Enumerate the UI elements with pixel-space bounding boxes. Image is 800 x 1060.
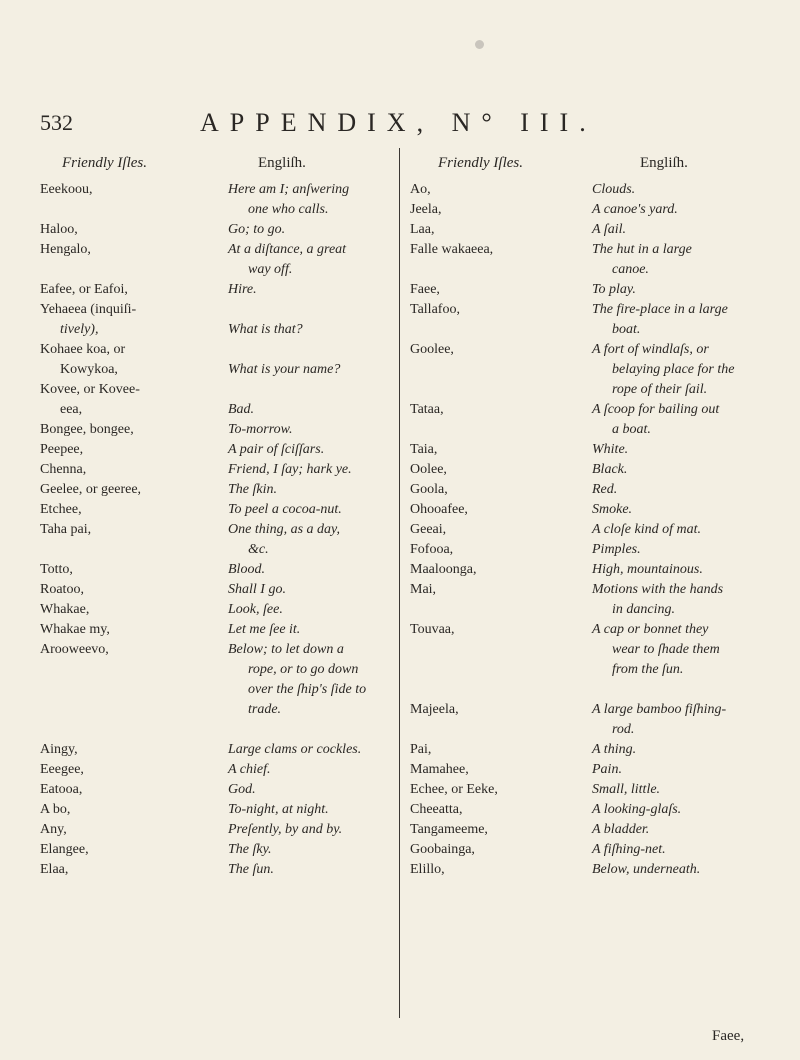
native-word: Taia, <box>410 442 438 457</box>
native-word: Geeai, <box>410 522 447 537</box>
native-word: Tangameeme, <box>410 822 488 837</box>
native-word-cont: tively), <box>60 322 99 337</box>
native-word: Aingy, <box>40 742 78 757</box>
english-meaning-cont: a boat. <box>612 422 651 437</box>
native-word: Taha pai, <box>40 522 92 537</box>
native-word: Kohaee koa, or <box>40 342 126 357</box>
english-meaning: Red. <box>592 482 618 497</box>
english-meaning-cont: boat. <box>612 322 641 337</box>
native-word: Mamahee, <box>410 762 469 777</box>
english-meaning: To play. <box>592 282 636 297</box>
native-word: Hengalo, <box>40 242 91 257</box>
native-word: Elangee, <box>40 842 89 857</box>
page-header <box>0 108 800 148</box>
native-word: Kovee, or Kovee- <box>40 382 140 397</box>
native-word-cont: Kowykoa, <box>60 362 118 377</box>
native-word: Majeela, <box>410 702 459 717</box>
english-meaning: Below, underneath. <box>592 862 701 877</box>
native-word: Ao, <box>410 182 431 197</box>
native-word: Whakae my, <box>40 622 110 637</box>
column-divider <box>399 148 400 1018</box>
english-meaning: Small, little. <box>592 782 661 797</box>
english-meaning-cont: way off. <box>248 262 293 277</box>
running-title: APPENDIX, N° III. <box>200 108 597 137</box>
left-english-heading: Engliſh. <box>258 155 306 171</box>
english-meaning-cont: from the ſun. <box>612 662 684 677</box>
english-meaning: White. <box>592 442 629 457</box>
english-meaning-cont: one who calls. <box>248 202 329 217</box>
english-meaning-cont: in dancing. <box>612 602 675 617</box>
ink-spot <box>475 40 484 49</box>
english-meaning: The ſky. <box>228 842 272 857</box>
english-meaning-cont: &c. <box>248 542 269 557</box>
english-meaning: Pain. <box>592 762 622 777</box>
right-native-heading: Friendly Iſles. <box>438 155 523 171</box>
native-word: Yehaeea (inquiſi- <box>40 302 137 317</box>
native-word: Jeela, <box>410 202 442 217</box>
english-meaning-cont: wear to ſhade them <box>612 642 720 657</box>
native-word: Arooweevo, <box>40 642 109 657</box>
english-meaning: A pair of ſciſſars. <box>228 442 325 457</box>
native-word: Roatoo, <box>40 582 84 597</box>
english-meaning: A looking-glaſs. <box>592 802 682 817</box>
english-meaning: The fire-place in a large <box>592 302 728 317</box>
native-word: Pai, <box>410 742 432 757</box>
english-meaning: The ſkin. <box>228 482 277 497</box>
english-meaning: A canoe's yard. <box>592 202 678 217</box>
english-meaning: Clouds. <box>592 182 636 197</box>
native-word: Echee, or Eeke, <box>410 782 498 797</box>
english-meaning-cont: rod. <box>612 722 635 737</box>
english-meaning-cont: trade. <box>248 702 282 717</box>
english-meaning: To peel a cocoa-nut. <box>228 502 342 517</box>
english-meaning: A ſcoop for bailing out <box>592 402 720 417</box>
english-meaning: A cloſe kind of mat. <box>592 522 701 537</box>
english-meaning: Black. <box>592 462 628 477</box>
native-word-cont: eea, <box>60 402 83 417</box>
english-meaning: A bladder. <box>592 822 650 837</box>
native-word: Haloo, <box>40 222 78 237</box>
english-meaning: A cap or bonnet they <box>592 622 709 637</box>
english-meaning: Below; to let down a <box>228 642 344 657</box>
english-meaning: A thing. <box>592 742 637 757</box>
english-meaning: Let me ſee it. <box>228 622 301 637</box>
english-meaning: The hut in a large <box>592 242 692 257</box>
english-meaning: What is that? <box>228 322 303 337</box>
native-word: Peepee, <box>40 442 84 457</box>
native-word: Whakae, <box>40 602 90 617</box>
english-meaning: To-morrow. <box>228 422 293 437</box>
english-meaning: God. <box>228 782 256 797</box>
english-meaning-cont: canoe. <box>612 262 649 277</box>
english-meaning: At a diſtance, a great <box>228 242 347 257</box>
english-meaning: Large clams or cockles. <box>228 742 362 757</box>
english-meaning: A chief. <box>228 762 271 777</box>
native-word: Goolee, <box>410 342 454 357</box>
page-number: 532 <box>40 110 73 135</box>
english-meaning: High, mountainous. <box>592 562 703 577</box>
native-word: Etchee, <box>40 502 82 517</box>
native-word: Elaa, <box>40 862 69 877</box>
native-word: A bo, <box>40 802 71 817</box>
native-word: Maaloonga, <box>410 562 477 577</box>
native-word: Eatooa, <box>40 782 83 797</box>
native-word: Goobainga, <box>410 842 475 857</box>
catchword: Faee, <box>712 1028 745 1044</box>
english-meaning: Preſently, by and by. <box>228 822 343 837</box>
native-word: Any, <box>40 822 67 837</box>
english-meaning: One thing, as a day, <box>228 522 340 537</box>
english-meaning: The ſun. <box>228 862 274 877</box>
native-word: Elillo, <box>410 862 445 877</box>
english-meaning-cont: rope, or to go down <box>248 662 359 677</box>
native-word: Faee, <box>410 282 440 297</box>
native-word: Oolee, <box>410 462 447 477</box>
english-meaning: A fiſhing-net. <box>592 842 666 857</box>
english-meaning: Motions with the hands <box>592 582 724 597</box>
english-meaning: Here am I; anſwering <box>228 182 350 197</box>
native-word: Laa, <box>410 222 435 237</box>
native-word: Falle wakaeea, <box>410 242 494 257</box>
english-meaning: Shall I go. <box>228 582 286 597</box>
native-word: Tataa, <box>410 402 444 417</box>
english-meaning: Smoke. <box>592 502 633 517</box>
english-meaning: Blood. <box>228 562 265 577</box>
native-word: Ohooafee, <box>410 502 468 517</box>
english-meaning: Look, ſee. <box>228 602 283 617</box>
english-meaning: A large bamboo fiſhing- <box>592 702 727 717</box>
native-word: Mai, <box>410 582 437 597</box>
native-word: Totto, <box>40 562 73 577</box>
english-meaning: Bad. <box>228 402 255 417</box>
english-meaning: Go; to go. <box>228 222 286 237</box>
left-native-heading: Friendly Iſles. <box>62 155 147 171</box>
english-meaning-cont: over the ſhip's ſide to <box>248 682 367 697</box>
right-english-heading: Engliſh. <box>640 155 688 171</box>
english-meaning: Hire. <box>228 282 257 297</box>
english-meaning: A ſail. <box>592 222 626 237</box>
english-meaning: Pimples. <box>592 542 641 557</box>
native-word: Geelee, or geeree, <box>40 482 142 497</box>
native-word: Cheeatta, <box>410 802 463 817</box>
native-word: Goola, <box>410 482 448 497</box>
english-meaning: Friend, I ſay; hark ye. <box>228 462 352 477</box>
english-meaning-cont: belaying place for the <box>612 362 735 377</box>
native-word: Bongee, bongee, <box>40 422 134 437</box>
english-meaning: A fort of windlaſs, or <box>592 342 709 357</box>
english-meaning: To-night, at night. <box>228 802 329 817</box>
native-word: Eafee, or Eafoi, <box>40 282 128 297</box>
native-word: Fofooa, <box>410 542 454 557</box>
native-word: Tallafoo, <box>410 302 460 317</box>
native-word: Eeekoou, <box>40 182 93 197</box>
native-word: Chenna, <box>40 462 87 477</box>
english-meaning: What is your name? <box>228 362 341 377</box>
native-word: Touvaa, <box>410 622 455 637</box>
english-meaning-cont: rope of their ſail. <box>612 382 708 397</box>
native-word: Eeegee, <box>40 762 84 777</box>
